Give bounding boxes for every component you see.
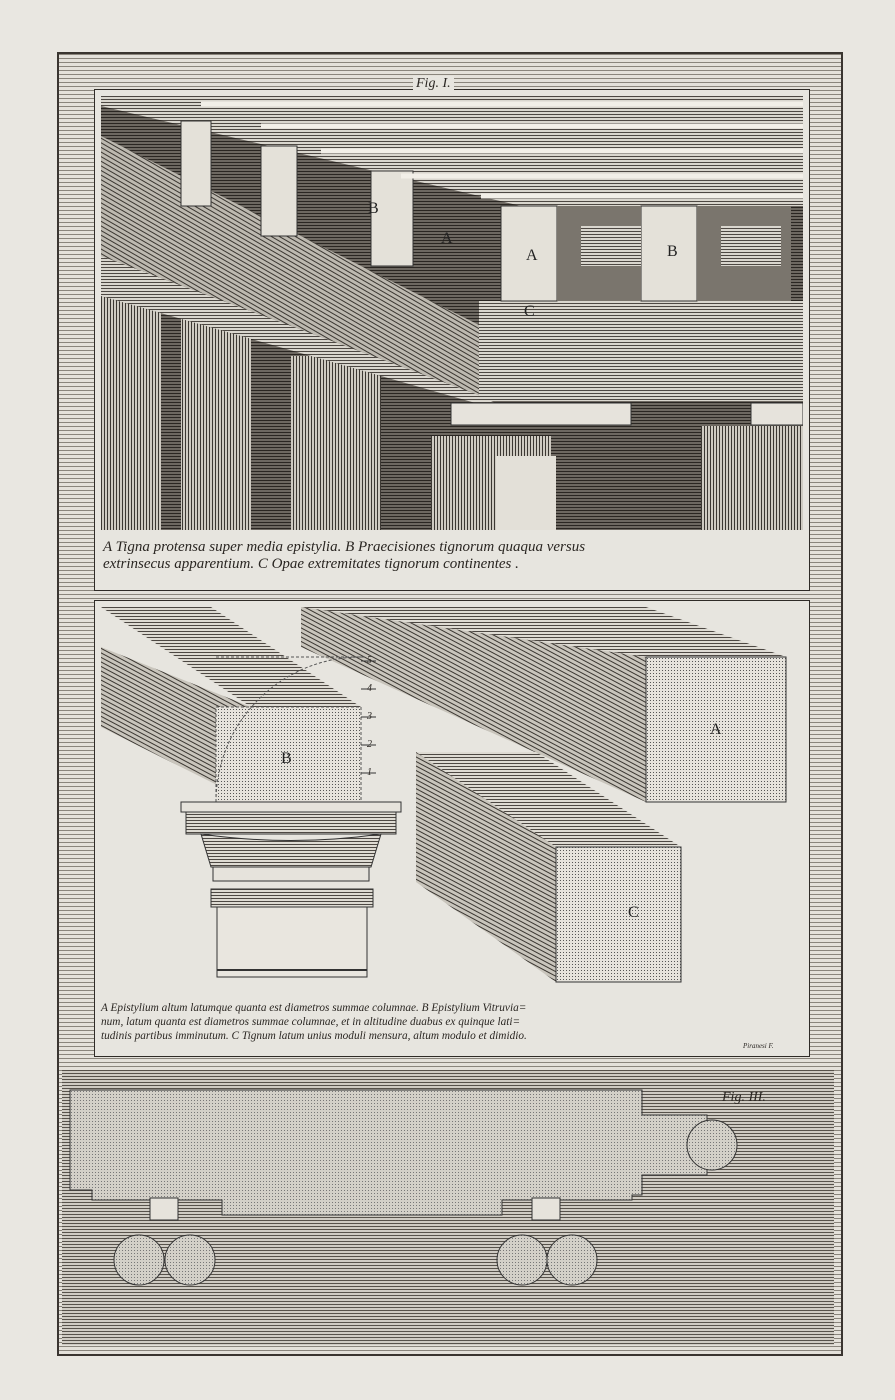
figure-2-caption-line-3: tudinis partibus imminutum. C Tignum latum unius moduli mensura, altum modulo et dimidio. xyxy=(101,1030,527,1042)
figure-1-panel xyxy=(94,76,810,591)
figure-2-panel xyxy=(94,600,810,1057)
figure-3-title: Fig. III. xyxy=(722,1090,766,1105)
figure-1-illustration xyxy=(101,96,803,530)
scale-5: 5 xyxy=(367,655,372,666)
figure-2-caption-line-2: num, latum quanta est diametros summae columnae, et in altitudine duabus ex quinque lati= xyxy=(101,1016,521,1028)
fig2-label-a: A xyxy=(710,721,722,738)
fig1-label-b-left: B xyxy=(368,200,379,217)
figure-2-illustration xyxy=(101,607,803,997)
figure-1-caption-line-1: A Tigna protensa super media epistylia. B Praecisiones tignorum quaqua versus xyxy=(103,539,586,555)
figure-2-caption-line-1: A Epistylium altum latumque quanta est diametros summae columnae. B Epistylium Vitruvia= xyxy=(101,1002,527,1014)
figure-1-caption-line-2: extrinsecus apparentium. C Opae extremitates tignorum continentes . xyxy=(103,556,519,572)
artist-signature: Piranesi F. xyxy=(743,1042,774,1050)
fig2-label-c: C xyxy=(628,904,639,921)
figure-3-plan xyxy=(62,1070,834,1345)
scale-2: 2 xyxy=(367,739,372,750)
scale-1: 1 xyxy=(367,767,372,778)
fig1-label-c-front: C xyxy=(524,303,535,320)
scale-4: 4 xyxy=(367,683,372,694)
scale-3: 3 xyxy=(367,711,372,722)
fig2-label-b: B xyxy=(281,750,292,767)
fig1-label-a-front: A xyxy=(526,247,538,264)
fig1-label-b-front: B xyxy=(667,243,678,260)
fig1-label-a-left: A xyxy=(441,230,453,247)
figure-1-title: Fig. I. xyxy=(413,76,454,92)
